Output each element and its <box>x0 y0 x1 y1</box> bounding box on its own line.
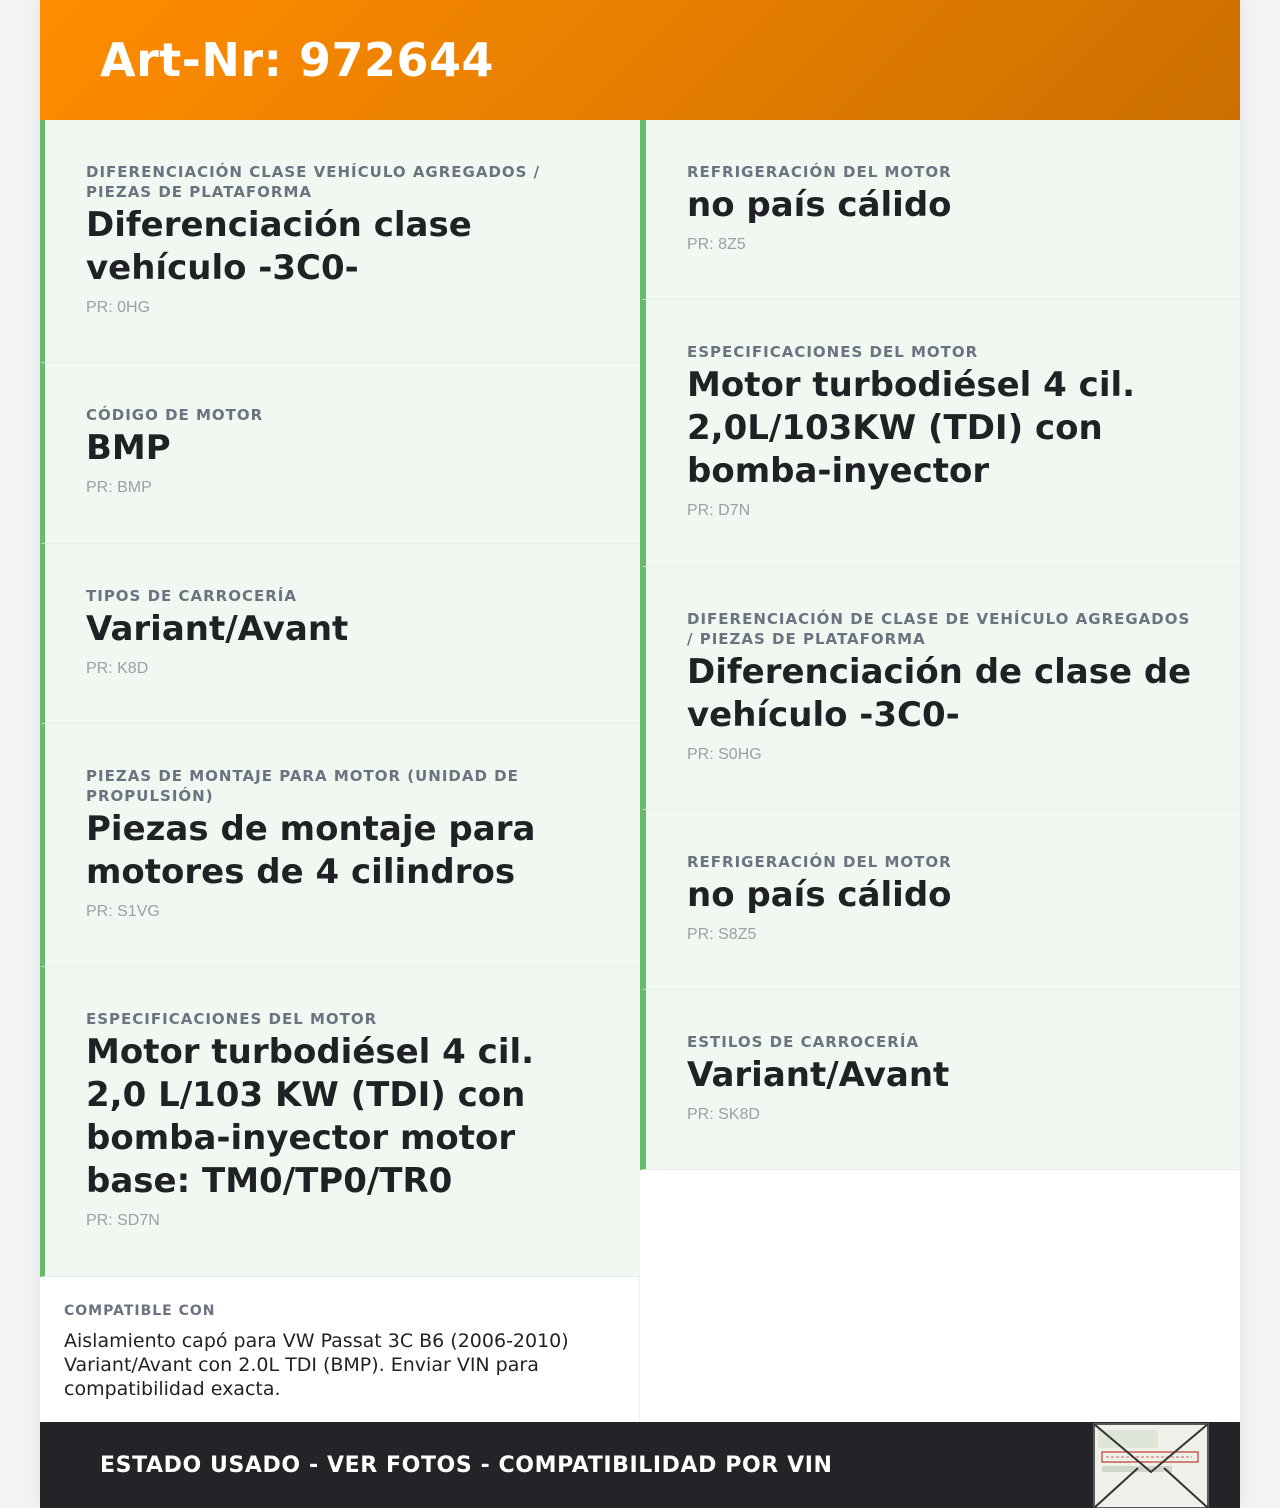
spec-card-label: ESPECIFICACIONES DEL MOTOR <box>687 343 979 361</box>
compatibility-box <box>40 1277 640 1423</box>
spec-card-label: ESPECIFICACIONES DEL MOTOR <box>86 1010 378 1028</box>
spec-columns <box>40 120 1240 1423</box>
header-bar <box>40 0 1240 120</box>
spec-card-pr-code: PR: 8Z5 <box>687 236 746 253</box>
spec-card-value: Piezas de montaje para motores de 4 cilindros <box>86 809 536 892</box>
compatibility-label: COMPATIBLE CON <box>64 1303 216 1319</box>
spec-card-value: Diferenciación de clase de vehículo -3C0- <box>687 652 1192 735</box>
spec-card <box>640 567 1240 810</box>
spec-card <box>40 544 640 724</box>
spec-card-value: Diferenciación clase vehículo -3C0- <box>86 205 472 288</box>
spec-card-value: Variant/Avant <box>86 609 349 649</box>
spec-card <box>40 724 640 967</box>
spec-card <box>640 300 1240 567</box>
envelope-stamp-icon <box>1092 1422 1210 1508</box>
right-column <box>640 120 1240 1170</box>
spec-card-label: ESTILOS DE CARROCERÍA <box>687 1033 920 1051</box>
spec-card-label: CÓDIGO DE MOTOR <box>86 406 264 424</box>
spec-card-label: DIFERENCIACIÓN DE CLASE DE VEHÍCULO AGREGADOS / PIEZAS DE PLATAFORMA <box>687 610 1191 648</box>
spec-card-value: no país cálido <box>687 185 952 225</box>
footer-status-text: ESTADO USADO - VER FOTOS - COMPATIBILIDAD POR VIN <box>100 1452 833 1478</box>
spec-card-pr-code: PR: S0HG <box>687 746 762 763</box>
spec-card-value: Variant/Avant <box>687 1055 950 1095</box>
spec-card <box>40 363 640 544</box>
spec-card-pr-code: PR: D7N <box>687 502 751 519</box>
spec-card-label: PIEZAS DE MONTAJE PARA MOTOR (UNIDAD DE PROPULSIÓN) <box>86 767 519 805</box>
spec-card <box>40 967 640 1277</box>
article-number-title: Art-Nr: 972644 <box>100 33 495 87</box>
footer-bar <box>40 1422 1240 1508</box>
spec-card-label: DIFERENCIACIÓN CLASE VEHÍCULO AGREGADOS / PIEZAS DE PLATAFORMA <box>86 163 541 201</box>
spec-card <box>640 990 1240 1170</box>
compatibility-text: Aislamiento capó para VW Passat 3C B6 (2006-2010) Variant/Avant con 2.0L TDI (BMP). Enviar VIN para compatibilidad exacta. <box>64 1330 569 1400</box>
spec-card-pr-code: PR: S8Z5 <box>687 926 757 943</box>
spec-card-pr-code: PR: K8D <box>86 660 149 677</box>
spec-card-value: BMP <box>86 428 171 468</box>
spec-card-value: Motor turbodiésel 4 cil. 2,0 L/103 KW (TDI) con bomba-inyector motor base: TM0/TP0/TR0 <box>86 1032 535 1201</box>
spec-card-pr-code: PR: 0HG <box>86 299 151 316</box>
left-column <box>40 120 640 1423</box>
spec-card <box>640 120 1240 300</box>
spec-card-pr-code: PR: SK8D <box>687 1106 760 1123</box>
spec-card-value: no país cálido <box>687 875 952 915</box>
spec-card-label: TIPOS DE CARROCERÍA <box>86 587 297 605</box>
spec-card-label: REFRIGERACIÓN DEL MOTOR <box>687 163 952 181</box>
spec-card-pr-code: PR: S1VG <box>86 903 160 920</box>
product-sheet <box>40 0 1240 1508</box>
spec-card <box>40 120 640 363</box>
spec-card <box>640 810 1240 990</box>
spec-card-value: Motor turbodiésel 4 cil. 2,0L/103KW (TDI) con bomba-inyector <box>687 365 1136 491</box>
spec-card-label: REFRIGERACIÓN DEL MOTOR <box>687 853 952 871</box>
spec-card-pr-code: PR: SD7N <box>86 1212 160 1229</box>
spec-card-pr-code: PR: BMP <box>86 479 152 496</box>
